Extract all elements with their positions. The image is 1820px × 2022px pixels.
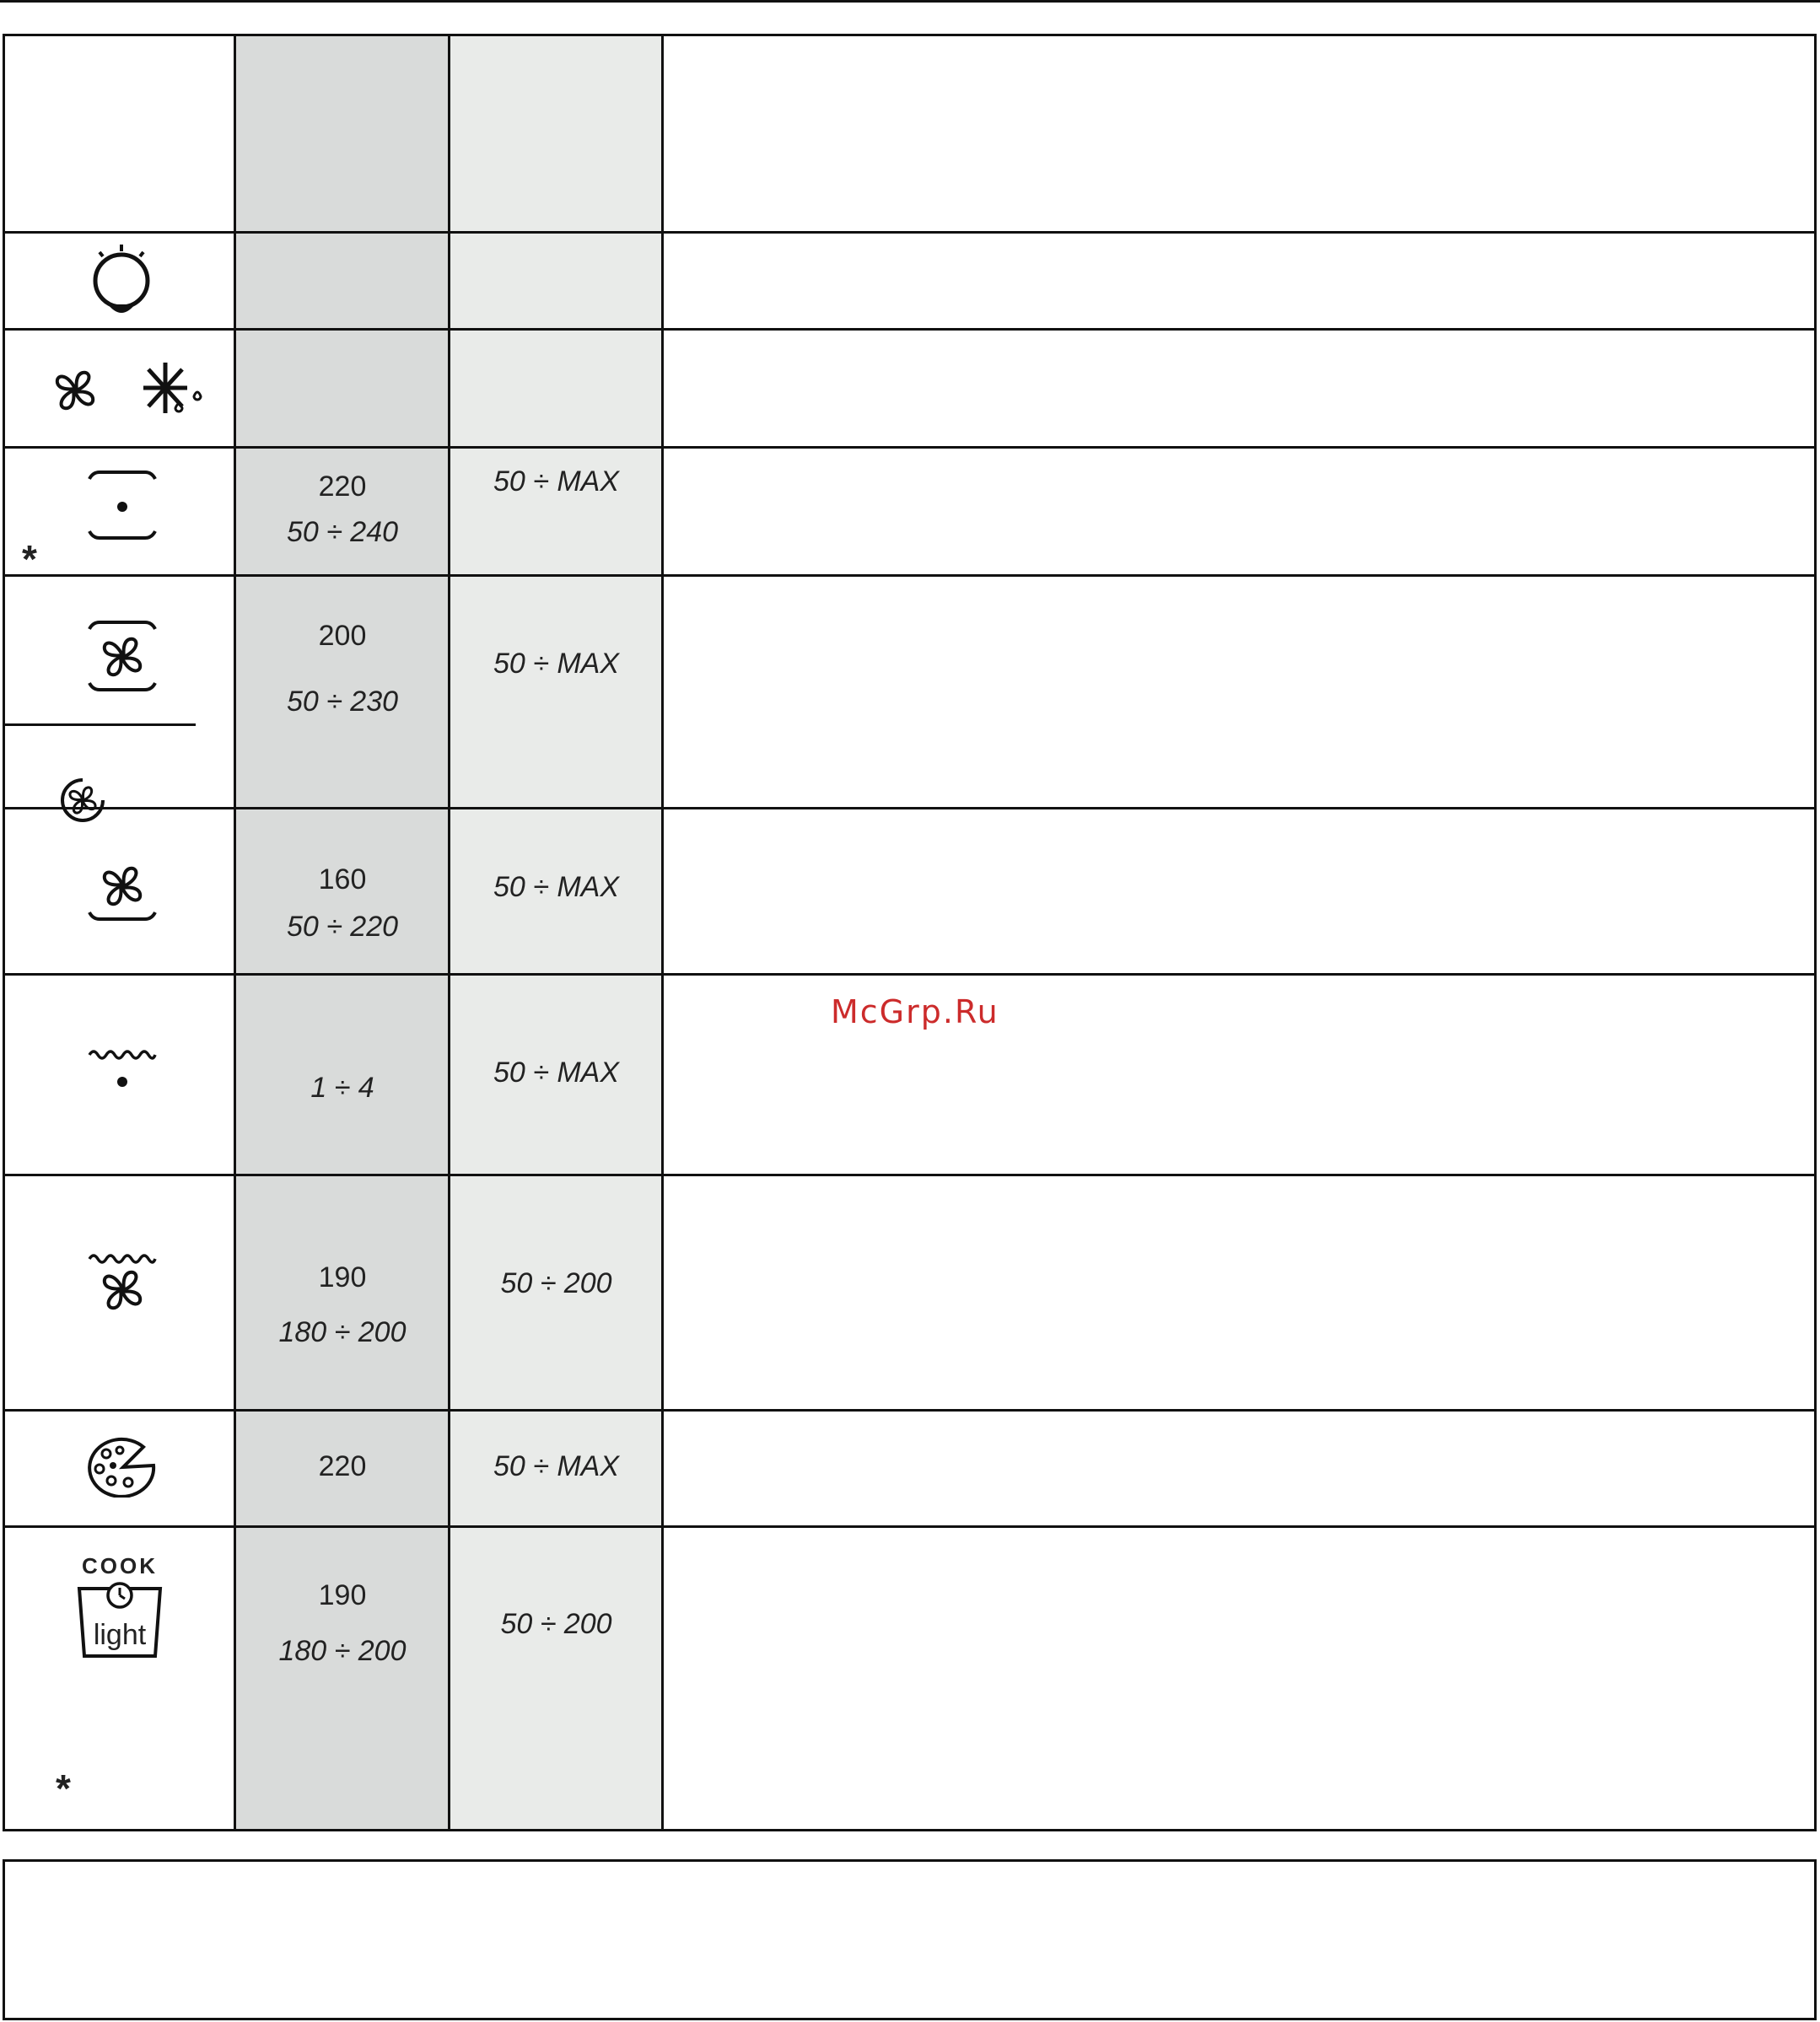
oven-functions-table [3, 34, 1817, 1831]
default-temperature: 190 [318, 1261, 367, 1293]
default-temperature: 200 [318, 620, 367, 652]
default-temperature: 160 [318, 863, 367, 895]
lamp-icon [88, 242, 155, 322]
table-row [5, 234, 1814, 328]
default-temperature: 220 [318, 471, 367, 503]
time-range: 50 ÷ 200 [500, 1608, 612, 1640]
table-row [5, 577, 1814, 807]
fan-top-bottom-heat-icon [86, 619, 159, 695]
table-row [5, 449, 1814, 581]
cook-label: COOK [82, 1553, 158, 1578]
fan-grill-icon [86, 1250, 159, 1318]
temperature-range: 180 ÷ 200 [278, 1316, 407, 1348]
temperature-range: 50 ÷ 220 [286, 911, 399, 943]
fan-icon [49, 364, 101, 417]
default-temperature: 220 [318, 1450, 367, 1482]
fan-bottom-heat-icon [86, 858, 159, 926]
temperature-range: 50 ÷ 230 [286, 686, 399, 718]
light-label: light [93, 1619, 147, 1651]
footnote-asterisk: * [56, 1767, 71, 1810]
time-range: 50 ÷ MAX [493, 465, 620, 497]
time-range: 50 ÷ MAX [493, 871, 620, 903]
defrost-icon [140, 359, 207, 423]
table-row [5, 1412, 1814, 1525]
time-range: 50 ÷ MAX [493, 648, 620, 680]
table-row [5, 1528, 1814, 1829]
time-range: 50 ÷ MAX [493, 1450, 620, 1482]
table-row [5, 331, 1814, 446]
cook-light-icon [73, 1553, 167, 1663]
temperature-range: 1 ÷ 4 [310, 1072, 374, 1104]
table-row [5, 1176, 1814, 1409]
notes-box [3, 1859, 1817, 2020]
default-temperature: 190 [318, 1579, 367, 1611]
table-row [5, 809, 1814, 973]
temperature-range: 50 ÷ 240 [286, 516, 399, 548]
footnote-asterisk: * [22, 537, 37, 581]
grill-icon [86, 1046, 159, 1097]
top-rule [0, 0, 1820, 3]
time-range: 50 ÷ MAX [493, 1057, 620, 1089]
conventional-heat-icon [86, 469, 159, 545]
time-range: 50 ÷ 200 [500, 1267, 612, 1299]
watermark: McGrp.Ru [831, 993, 999, 1030]
temperature-range: 180 ÷ 200 [278, 1635, 407, 1667]
pizza-icon [84, 1437, 160, 1498]
